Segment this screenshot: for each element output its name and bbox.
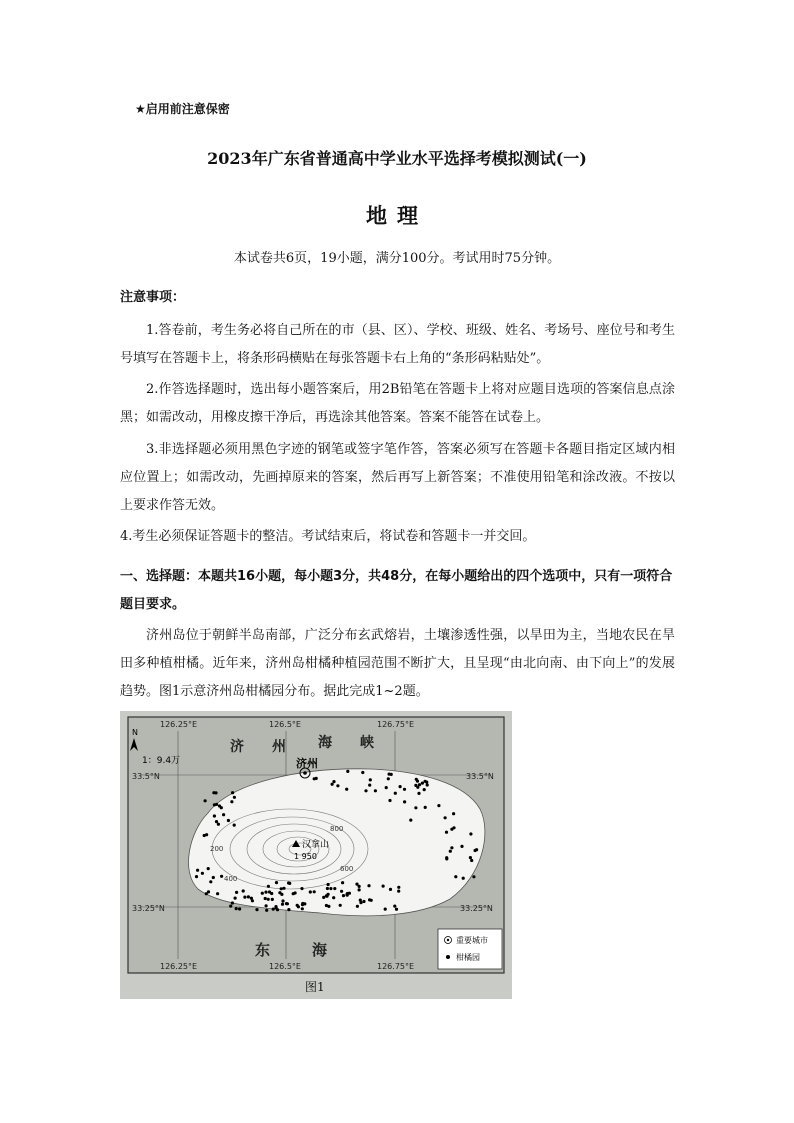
contour-label: 600 xyxy=(340,865,354,873)
orchard-dot xyxy=(272,908,275,911)
north-label: N xyxy=(132,728,138,737)
orchard-dot xyxy=(397,886,400,889)
orchard-dot xyxy=(238,907,241,910)
map-scale: 1：9.4万 xyxy=(142,756,181,766)
orchard-dot xyxy=(261,892,264,895)
lon-label: 126.5°E xyxy=(269,962,301,971)
orchard-dot xyxy=(235,907,238,910)
sea-label: 州 xyxy=(272,739,286,755)
sea-label: 海 xyxy=(318,735,332,751)
orchard-dot xyxy=(205,833,208,836)
confidential-mark: ★启用前注意保密 xyxy=(135,102,230,116)
orchard-dot xyxy=(231,901,234,904)
orchard-dot xyxy=(271,898,274,901)
orchard-dot xyxy=(296,904,299,907)
orchard-dot xyxy=(233,796,236,799)
orchard-dot xyxy=(281,903,284,906)
orchard-dot xyxy=(374,789,377,792)
orchard-dot xyxy=(388,799,391,802)
legend-orchard-label: 柑橘园 xyxy=(456,953,480,962)
orchard-dot xyxy=(423,788,426,791)
orchard-dot xyxy=(213,814,216,817)
orchard-dot xyxy=(267,898,270,901)
orchard-dot xyxy=(452,812,455,815)
orchard-dot xyxy=(385,786,388,789)
orchard-dot xyxy=(336,784,339,787)
orchard-dot xyxy=(301,903,304,906)
sea-label: 海 xyxy=(312,941,328,959)
contour-label: 200 xyxy=(210,845,224,853)
orchard-dot xyxy=(424,806,427,809)
orchard-dot xyxy=(207,890,210,893)
orchard-dot xyxy=(217,823,220,826)
orchard-dot xyxy=(327,893,330,896)
orchard-dot xyxy=(452,826,455,829)
orchard-dot xyxy=(369,778,372,781)
orchard-dot xyxy=(364,789,367,792)
orchard-dot xyxy=(242,889,245,892)
orchard-dot xyxy=(216,892,219,895)
subject-title: 地理 xyxy=(366,203,428,228)
section-heading: 一、选择题：本题共16小题，每小题3分，共48分，在每小题给出的四个选项中，只有一项符合题目要求。 xyxy=(120,569,673,612)
lon-label: 126.75°E xyxy=(377,720,415,729)
orchard-dot xyxy=(340,890,343,893)
orchard-dot xyxy=(327,883,330,886)
orchard-dot xyxy=(470,859,473,862)
orchard-dot xyxy=(278,891,281,894)
lon-label: 126.25°E xyxy=(160,720,198,729)
orchard-dot xyxy=(395,908,398,911)
orchard-dot xyxy=(313,777,316,780)
orchard-dot xyxy=(417,792,420,795)
orchard-dot xyxy=(449,850,452,853)
orchard-dot xyxy=(445,856,448,859)
orchard-dot xyxy=(265,909,268,912)
orchard-dot xyxy=(382,885,385,888)
orchard-dot xyxy=(462,877,465,880)
notice-item: 1.答卷前，考生务必将自己所在的市（县、区）、学校、班级、姓名、考场号、座位号和考生号填写在答题卡上，将条形码横贴在每张答题卡右上角的“条形码粘贴处”。 xyxy=(120,323,675,366)
orchard-dot xyxy=(384,908,387,911)
contour-label: 400 xyxy=(224,875,238,883)
orchard-dot xyxy=(214,791,217,794)
orchard-dot xyxy=(204,799,207,802)
orchard-dot xyxy=(276,908,279,911)
orchard-dot xyxy=(195,875,198,878)
orchard-dot xyxy=(341,881,344,884)
orchard-dot xyxy=(331,783,334,786)
orchard-dot xyxy=(230,800,233,803)
peak-name: 汉拿山 xyxy=(302,840,330,850)
orchard-dot xyxy=(220,875,223,878)
sea-label: 峡 xyxy=(360,735,374,751)
orchard-dot xyxy=(414,806,417,809)
orchard-dot xyxy=(394,792,397,795)
orchard-dot xyxy=(397,890,400,893)
orchard-dot xyxy=(358,888,361,891)
figure-caption: 图1 xyxy=(305,980,325,994)
orchard-dot xyxy=(280,887,283,890)
orchard-dot xyxy=(345,788,348,791)
orchard-dot xyxy=(222,813,225,816)
orchard-dot xyxy=(421,782,424,785)
notice-item: 3.非选择题必须用黑色字迹的钢笔或签字笔作答，答案必须写在答题卡各题目指定区域内相应位置上；如需改动，先画掉原来的答案，然后再写上新答案；不准使用铅笔和涂改液。不按以上要求作答无效。 xyxy=(120,442,675,513)
orchard-dot xyxy=(309,890,312,893)
orchard-dot xyxy=(281,899,284,902)
orchard-dot xyxy=(346,770,349,773)
orchard-dot xyxy=(346,894,349,897)
orchard-dot xyxy=(250,897,253,900)
orchard-dot xyxy=(393,905,396,908)
orchard-dot xyxy=(212,876,215,879)
orchard-dot xyxy=(426,783,429,786)
orchard-dot xyxy=(234,897,237,900)
orchard-dot xyxy=(361,771,364,774)
orchard-dot xyxy=(339,904,342,907)
orchard-dot xyxy=(264,897,267,900)
orchard-dot xyxy=(359,901,362,904)
sea-label: 东 xyxy=(255,941,271,959)
orchard-dot xyxy=(389,888,392,891)
lat-label: 33.5°N xyxy=(132,772,160,781)
lat-label: 33.5°N xyxy=(466,772,494,781)
orchard-dot xyxy=(332,780,335,783)
orchard-dot xyxy=(301,907,304,910)
orchard-dot xyxy=(264,891,267,894)
orchard-dot xyxy=(201,872,204,875)
orchard-dot xyxy=(267,885,270,888)
lon-label: 126.75°E xyxy=(377,962,415,971)
orchard-dot xyxy=(424,780,427,783)
orchard-dot xyxy=(229,905,232,908)
orchard-dot xyxy=(342,894,345,897)
orchard-dot xyxy=(403,788,406,791)
orchard-dot xyxy=(450,846,453,849)
orchard-dot xyxy=(300,887,303,890)
notice-heading: 注意事项： xyxy=(120,290,186,305)
lon-label: 126.5°E xyxy=(269,720,301,729)
orchard-dot xyxy=(233,824,236,827)
orchard-dot xyxy=(368,784,371,787)
orchard-dot xyxy=(327,905,330,908)
orchard-dot xyxy=(326,887,329,890)
orchard-dot xyxy=(207,867,210,870)
orchard-dot xyxy=(282,887,285,890)
orchard-dot xyxy=(196,869,199,872)
orchard-dot xyxy=(403,800,406,803)
orchard-dot xyxy=(292,892,295,895)
question-passage: 济州岛位于朝鲜半岛南部，广泛分布玄武熔岩，土壤渗透性强，以旱田为主，当地农民在旱田多种植柑橘。近年来，济州岛柑橘种植园范围不断扩大，且呈现“由北向南、由下向上”的发展趋势。图1示意济州岛柑橘园分布。据此完成1~2题。 xyxy=(120,628,675,699)
notice-item: 2.作答选择题时，选出每小题答案后，用2B铅笔在答题卡上将对应题目选项的答案信息点涂黑；如需改动，用橡皮擦干净后，再选涂其他答案。答案不能答在试卷上。 xyxy=(120,382,675,425)
legend-city-label: 重要城市 xyxy=(456,936,488,945)
city-label: 济州 xyxy=(296,757,318,770)
orchard-dot xyxy=(287,881,290,884)
orchard-dot xyxy=(409,819,412,822)
contour-label: 800 xyxy=(330,825,344,833)
orchard-dot xyxy=(368,898,371,901)
orchard-dot xyxy=(243,896,246,899)
orchard-dot xyxy=(399,785,402,788)
jeju-orchard-map xyxy=(120,711,512,999)
orchard-dot xyxy=(247,895,250,898)
orchard-dot xyxy=(313,890,316,893)
lon-label: 126.25°E xyxy=(160,962,198,971)
orchard-dot xyxy=(286,902,289,905)
orchard-dot xyxy=(287,908,290,911)
orchard-dot xyxy=(444,816,447,819)
orchard-dot xyxy=(213,803,216,806)
lat-label: 33.25°N xyxy=(460,904,493,913)
orchard-dot xyxy=(454,875,457,878)
orchard-dot xyxy=(469,832,472,835)
orchard-dot xyxy=(227,819,230,822)
orchard-dot xyxy=(215,820,218,823)
orchard-dot xyxy=(362,900,365,903)
orchard-dot xyxy=(333,887,336,890)
peak-elevation: 1 950 xyxy=(294,852,317,861)
orchard-dot xyxy=(437,804,440,807)
legend-orchard-icon xyxy=(446,955,450,959)
orchard-dot xyxy=(416,780,419,783)
orchard-dot xyxy=(332,896,335,899)
orchard-dot xyxy=(418,783,421,786)
orchard-dot xyxy=(390,773,393,776)
orchard-dot xyxy=(220,806,223,809)
notice-item: 4.考生必须保证答题卡的整洁。考试结束后，将试卷和答题卡一并交回。 xyxy=(120,529,536,544)
exam-info: 本试卷共6页，19小题，满分100分。考试用时75分钟。 xyxy=(233,251,561,266)
orchard-dot xyxy=(268,890,271,893)
exam-title: 2023年广东省普通高中学业水平选择考模拟测试(一) xyxy=(207,149,587,168)
orchard-dot xyxy=(235,891,238,894)
orchard-dot xyxy=(322,896,325,899)
sea-label: 济 xyxy=(230,739,244,755)
orchard-dot xyxy=(460,845,463,848)
map-legend xyxy=(438,929,502,969)
orchard-dot xyxy=(475,848,478,851)
orchard-dot xyxy=(445,831,448,834)
orchard-dot xyxy=(387,777,390,780)
orchard-dot xyxy=(469,856,472,859)
orchard-dot xyxy=(265,904,268,907)
lat-label: 33.25°N xyxy=(132,904,165,913)
orchard-dot xyxy=(209,880,212,883)
orchard-dot xyxy=(329,887,332,890)
orchard-dot xyxy=(472,875,475,878)
orchard-dot xyxy=(356,905,359,908)
orchard-dot xyxy=(367,884,370,887)
orchard-dot xyxy=(255,908,258,911)
orchard-dot xyxy=(275,881,278,884)
orchard-dot xyxy=(358,885,361,888)
orchard-dot xyxy=(231,791,234,794)
